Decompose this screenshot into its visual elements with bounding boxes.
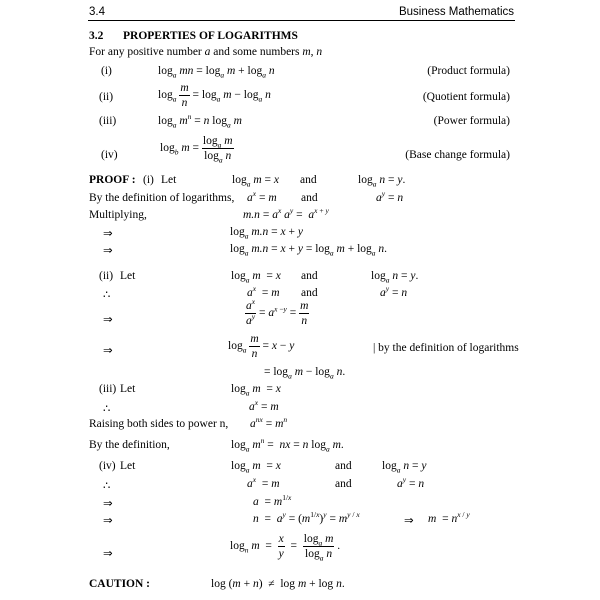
arrow-icon: ⇒ xyxy=(103,345,113,357)
page-number: 3.4 xyxy=(89,6,105,18)
proof-2-let: Let xyxy=(120,270,136,282)
proof-1-exp-a: $a^x = m$ xyxy=(247,189,277,204)
arrow-icon: ⇒ xyxy=(103,498,113,510)
proof-2-eq-a: $\log_a m = x$ xyxy=(231,270,281,285)
proof-3-let: Let xyxy=(120,383,136,395)
proof-3-raise-eq: $a^{nx} = m^n$ xyxy=(250,415,288,430)
formula-num-2: (ii) xyxy=(99,91,114,103)
arrow-icon: ⇒ xyxy=(103,314,113,326)
formula-name-4: (Base change formula) xyxy=(405,149,510,161)
proof-2-exp-a: $a^x = m$ xyxy=(247,284,280,299)
proof-3-raise: Raising both sides to power n, xyxy=(89,418,229,430)
formula-name-1: (Product formula) xyxy=(427,65,510,77)
proof-2-result: = $\log_a m - \log_a n$. xyxy=(264,366,346,381)
proof-4-result: $\log_n m$ = $\frac{x}{y}$ = $\frac{\log_a m}{\log_a n}$ . xyxy=(230,533,341,563)
formula-num-4: (iv) xyxy=(101,149,118,161)
formula-power: $\log_a m^n = n$ $\log_a m$ xyxy=(158,112,242,130)
section-number: 3.2 xyxy=(89,30,104,42)
proof-2-and: and xyxy=(301,270,318,282)
proof-4-and-2: and xyxy=(335,478,352,490)
caution-expr: log (m + n) ≠ log m + log n. xyxy=(211,578,345,590)
therefore-icon: ∴ xyxy=(103,480,111,492)
proof-1-eq-b: $\log_a n = y$. xyxy=(358,174,406,189)
proof-1-eq-a: $\log_a m = x$ xyxy=(232,174,279,189)
section-intro: For any positive number a and some numbers m, n xyxy=(89,46,323,58)
proof-3-exp: $a^x = m$ xyxy=(249,398,279,413)
proof-2-log-eq: $\log_a$ $\frac{m}{n}$ = x − y xyxy=(228,333,295,361)
caution-label: CAUTION : xyxy=(89,578,151,590)
arrow-icon: ⇒ xyxy=(103,548,113,560)
proof-1-step-2: $\log_a m.n = x + y = \log_a m + \log_a n$. xyxy=(230,243,388,258)
proof-4-let: Let xyxy=(120,460,136,472)
book-title: Business Mathematics xyxy=(398,6,514,18)
proof-4-exp-b: $a^y = n$ xyxy=(397,475,425,490)
proof-4-exp-a: $a^x = m$ xyxy=(247,475,280,490)
arrow-icon: ⇒ xyxy=(103,515,113,527)
proof-4-num: (iv) xyxy=(99,460,116,472)
proof-2-eq-b: $\log_a n = y$. xyxy=(371,270,419,285)
proof-2-exp-b: $a^y = n$ xyxy=(380,284,408,299)
formula-base-change: $\log_b m$ = $\frac{\log_a m}{\log_a n}$ xyxy=(160,135,233,165)
formula-product: $\log_a$ mn = $\log_a m + \log_a n$ xyxy=(158,65,275,80)
therefore-icon: ∴ xyxy=(103,403,111,415)
proof-label: PROOF : xyxy=(89,174,136,186)
formula-num-3: (iii) xyxy=(99,115,117,127)
proof-2-div-eq: $\frac{a^x}{a^y}$ = $a^{x -y}$ = $\frac{m}{n}$ xyxy=(246,297,309,328)
formula-name-3: (Power formula) xyxy=(433,115,510,127)
proof-3-bydef: By the definition, xyxy=(89,439,170,451)
proof-4-step-2: $n = a^y = (m^{1/x})^y = m^{y / x}$ xyxy=(253,510,360,525)
arrow-icon: ⇒ xyxy=(103,245,113,257)
proof-3-eq: $\log_a m = x$ xyxy=(231,383,281,398)
proof-1-exp-b: $a^y = n$ xyxy=(376,189,404,204)
arrow-icon: ⇒ xyxy=(103,228,113,240)
proof-2-and-2: and xyxy=(301,287,318,299)
proof-2-note: | by the definition of logarithms xyxy=(373,342,519,354)
proof-1-mult-eq: $m.n = a^x$ $a^y = a^{x + y}$ xyxy=(243,206,329,221)
proof-3-result: $\log_a m^n$ = nx = n $\log_a m$. xyxy=(231,436,344,454)
proof-3-num: (iii) xyxy=(99,383,117,395)
formula-num-1: (i) xyxy=(101,65,112,77)
proof-1-and: and xyxy=(300,174,317,186)
proof-4-step-1: $a = m^{1/x}$ xyxy=(253,493,292,508)
proof-4-step-3: $m = n^{x / y}$ xyxy=(428,510,470,525)
proof-4-eq-a: $\log_a m = x$ xyxy=(231,460,281,475)
proof-1-and-2: and xyxy=(301,192,318,204)
proof-1-mult: Multiplying, xyxy=(89,209,147,221)
proof-1-num: (i) xyxy=(143,174,154,186)
proof-4-eq-b: $\log_a n = y$ xyxy=(382,460,427,475)
proof-1-let: Let xyxy=(161,174,177,186)
proof-2-num: (ii) xyxy=(99,270,114,282)
therefore-icon: ∴ xyxy=(103,289,111,301)
arrow-icon: ⇒ xyxy=(404,515,414,527)
proof-4-and: and xyxy=(335,460,352,472)
formula-name-2: (Quotient formula) xyxy=(422,91,510,103)
section-title: PROPERTIES OF LOGARITHMS xyxy=(123,30,298,42)
proof-1-step-1: $\log_a m.n = x + y$ xyxy=(230,226,303,241)
formula-quotient: $\log_a$ $\frac{m}{n}$ = $\log_a m - \log_a n$ xyxy=(158,82,271,110)
proof-1-defn: By the definition of logarithms, xyxy=(89,192,235,204)
header-rule xyxy=(88,20,515,21)
